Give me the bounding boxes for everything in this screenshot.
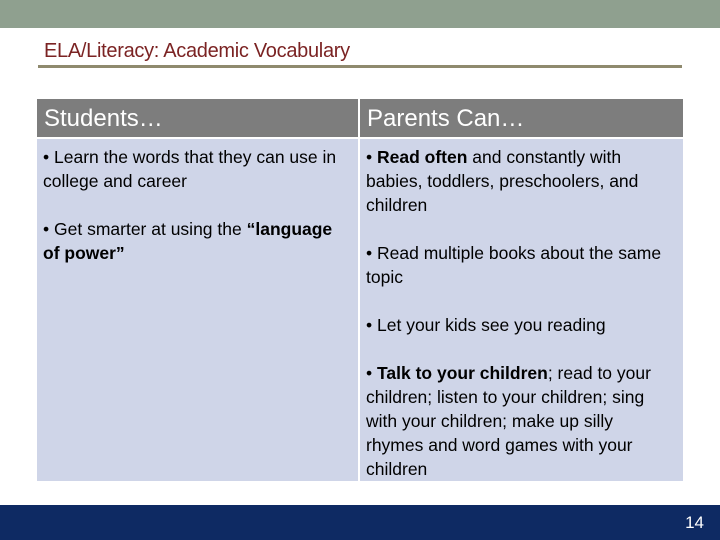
parents-body	[360, 139, 683, 481]
bullet-marker: •	[43, 219, 54, 239]
bullet-bold-text: “language of power”	[43, 219, 333, 263]
bottom-footer-bar	[0, 505, 720, 540]
slide-title: ELA/Literacy: Academic Vocabulary	[44, 40, 350, 62]
comparison-table	[37, 99, 683, 481]
bullet-marker: •	[366, 147, 377, 167]
parents-column	[360, 99, 683, 481]
bullet-marker: •	[366, 363, 377, 383]
parents-header: Parents Can…	[360, 99, 683, 137]
bullet-marker: •	[366, 315, 377, 335]
top-accent-bar	[0, 0, 720, 28]
parents-bullet-3	[366, 313, 675, 337]
parents-bullet-4	[366, 361, 675, 481]
bullet-bold-text: Read often	[377, 147, 468, 167]
bullet-text: Get smarter at using the	[54, 219, 247, 239]
bullet-text: Let your kids see you reading	[377, 315, 606, 335]
bullet-text: Read multiple books about the same topic	[366, 243, 662, 287]
parents-bullet-2	[366, 241, 675, 289]
bullet-text: and constantly with babies, toddlers, preschoolers, and children	[366, 147, 639, 215]
bullet-text: Learn the words that they can use in college and career	[43, 147, 337, 191]
students-bullet-1	[43, 145, 350, 193]
bullet-marker: •	[366, 243, 377, 263]
parents-bullet-1	[366, 145, 675, 217]
bullet-text: ; read to your children; listen to your children; sing with your children; make up silly rhymes and word games with your children	[366, 363, 651, 479]
page-number: 14	[685, 513, 704, 532]
bullet-marker: •	[43, 147, 54, 167]
students-body	[37, 139, 358, 481]
students-column	[37, 99, 358, 481]
students-header: Students…	[37, 99, 358, 137]
title-underline	[38, 65, 682, 68]
students-bullet-2	[43, 217, 350, 265]
bullet-bold-text: Talk to your children	[377, 363, 548, 383]
